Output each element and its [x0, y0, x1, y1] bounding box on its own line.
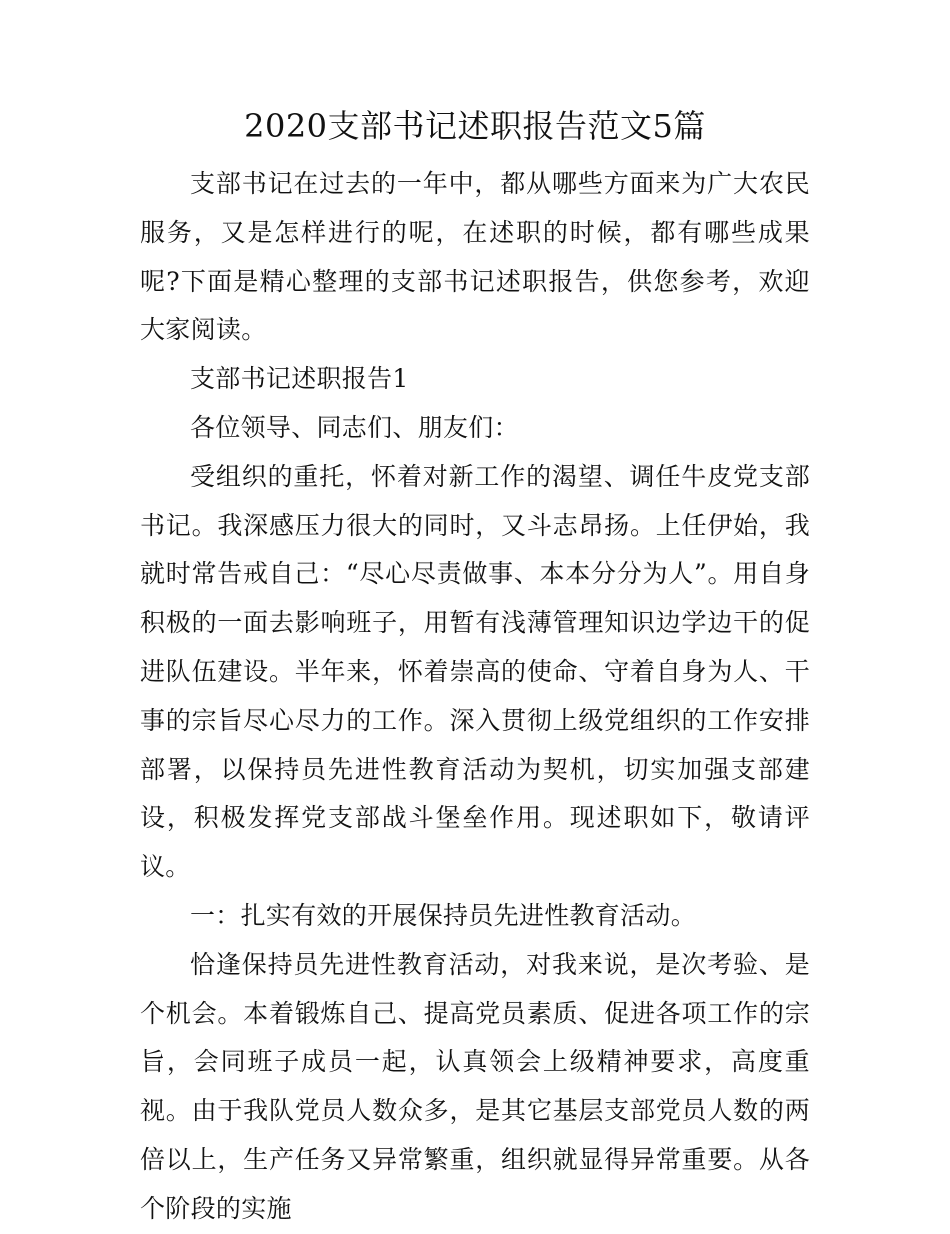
paragraph-intro: 支部书记在过去的一年中，都从哪些方面来为广大农民服务，又是怎样进行的呢，在述职的时候，都有哪些成果呢?下面是精心整理的支部书记述职报告，供您参考，欢迎大家阅读。 — [140, 169, 810, 345]
salutation: 各位领导、同志们、朋友们： — [190, 412, 519, 442]
paragraph-education-activity: 恰逢保持员先进性教育活动，对我来说，是次考验、是个机会。本着锻炼自己、提高党员素质、促进各项工作的宗旨，会同班子成员一起，认真领会上级精神要求，高度重视。由于我队党员人数众多，是其它基层支部党员人数的两倍以上，生产任务又异常繁重，组织就显得异常重要。从各个阶段的实施 — [140, 949, 810, 1223]
section-heading-report-1: 支部书记述职报告1 — [190, 364, 409, 394]
document-body — [140, 160, 810, 1234]
paragraph-opening: 受组织的重托，怀着对新工作的渴望、调任牛皮党支部书记。我深感压力很大的同时，又斗志昂扬。上任伊始，我就时常告戒自己：“尽心尽责做事、本本分分为人”。用自身积极的一面去影响班子，用暂有浅薄管理知识边学边干的促进队伍建设。半年来，怀着崇高的使命、守着自身为人、干事的宗旨尽心尽力的工作。深入贯彻上级党组织的工作安排部署，以保持员先进性教育活动为契机，切实加强支部建设，积极发挥党支部战斗堡垒作用。现述职如下，敬请评议。 — [140, 461, 810, 882]
document-title: 2020支部书记述职报告范文5篇 — [244, 107, 706, 145]
section-heading-one: 一：扎实有效的开展保持员先进性教育活动。 — [190, 900, 697, 930]
